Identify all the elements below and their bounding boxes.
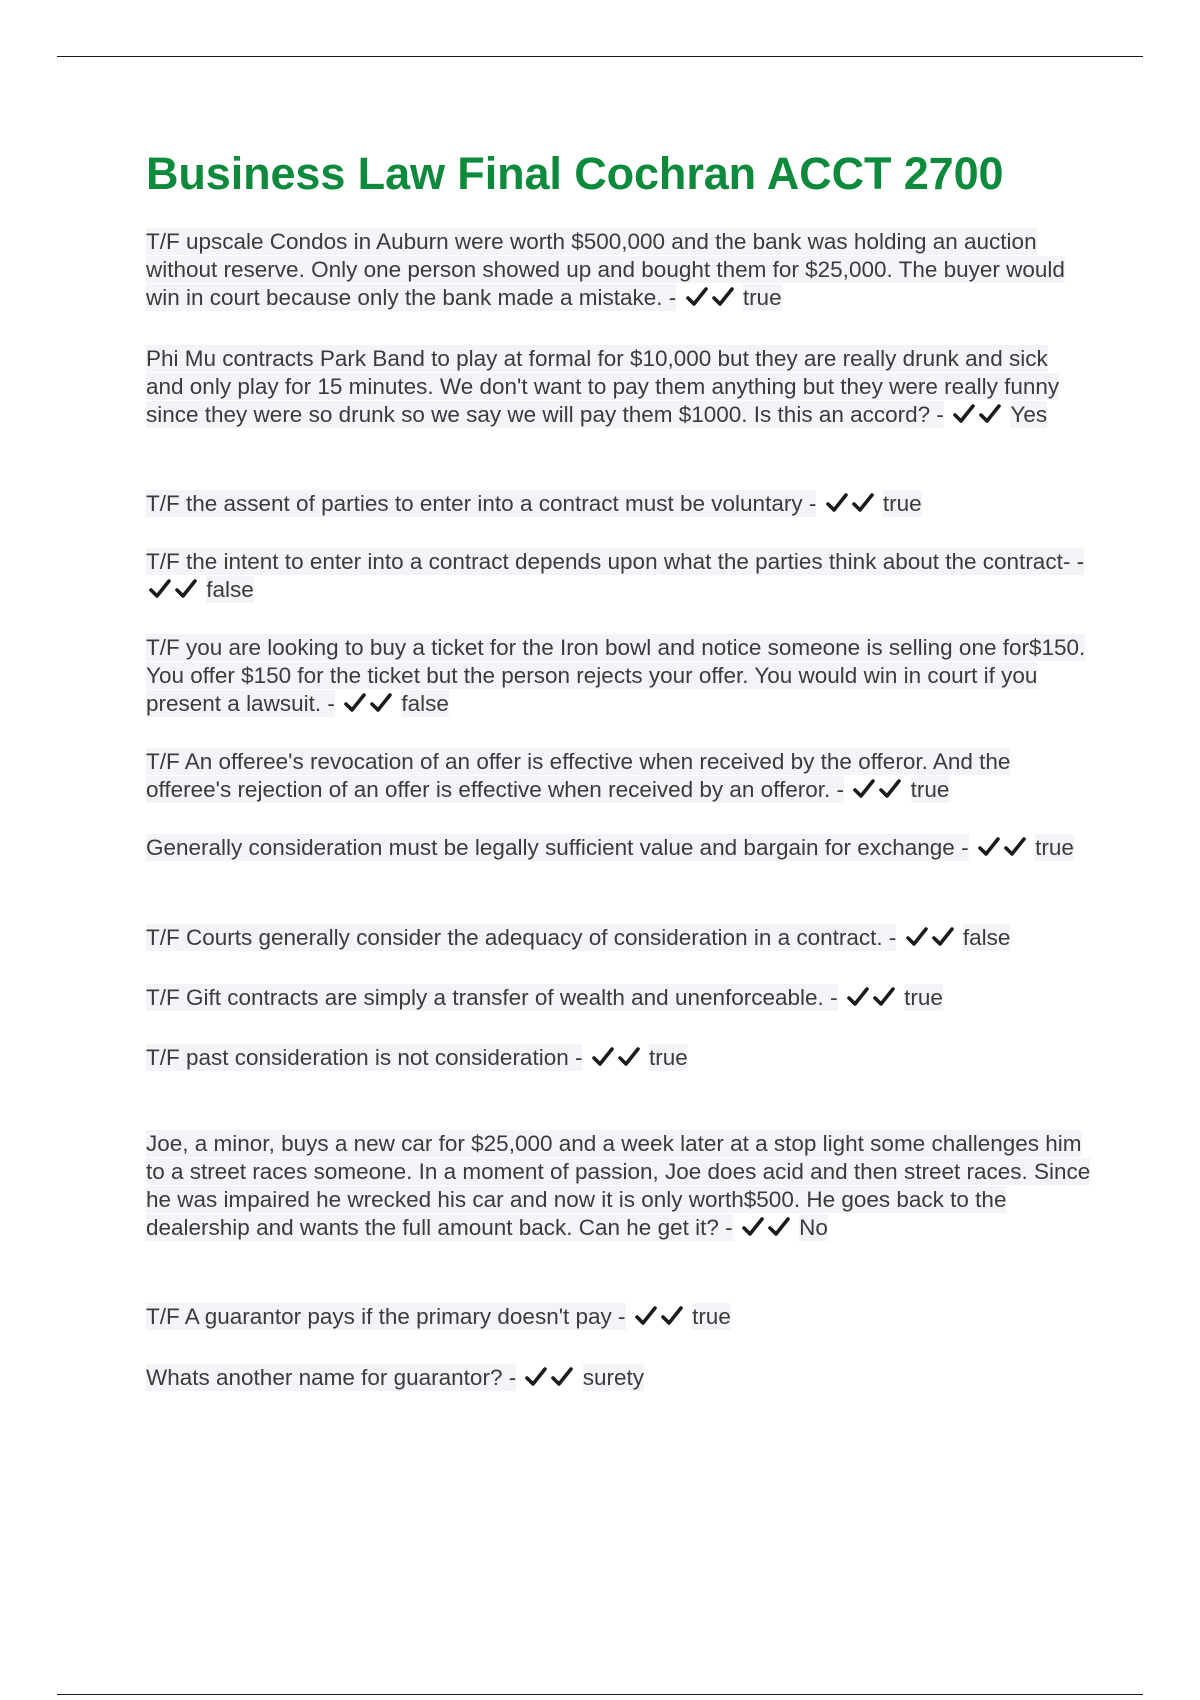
qa-answer: true	[882, 491, 922, 516]
qa-question: T/F Gift contracts are simply a transfer of wealth and unenforceable. -	[146, 985, 838, 1010]
double-check-icon	[872, 986, 896, 1008]
qa-question: T/F the intent to enter into a contract depends upon what the parties think about the contract- -	[146, 549, 1085, 574]
qa-answer: true	[649, 1045, 688, 1070]
top-rule	[57, 56, 1143, 57]
double-check-icon	[617, 1046, 641, 1068]
double-check-icon	[846, 986, 870, 1008]
qa-item	[146, 1130, 1091, 1242]
qa-answer: true	[904, 985, 943, 1010]
qa-item	[146, 1044, 1091, 1072]
qa-item	[146, 1303, 1091, 1331]
qa-item	[146, 228, 1091, 312]
double-check-icon	[825, 492, 849, 514]
qa-answer: false	[206, 577, 254, 602]
double-check-icon	[634, 1305, 658, 1327]
qa-answer: true	[742, 285, 782, 310]
qa-question: T/F the assent of parties to enter into a contract must be voluntary -	[146, 491, 817, 516]
double-check-icon	[741, 1216, 765, 1238]
qa-item	[146, 1364, 1091, 1392]
qa-answer: true	[692, 1304, 731, 1329]
double-check-icon	[369, 692, 393, 714]
qa-question: T/F you are looking to buy a ticket for the Iron bowl and notice someone is selling one for$150. You offer $150 for the ticket but the person rejects your offer. You would win in court if you present a lawsuit. -	[146, 635, 1086, 716]
double-check-icon	[851, 492, 875, 514]
qa-question: T/F An offeree's revocation of an offer is effective when received by the offeror. And the offeree's rejection of an offer is effective when received by an offeror. -	[146, 749, 1011, 802]
double-check-icon	[767, 1216, 791, 1238]
qa-answer: true	[910, 777, 950, 802]
qa-question: T/F past consideration is not consideration -	[146, 1045, 583, 1070]
qa-item	[146, 345, 1091, 429]
qa-answer: surety	[582, 1365, 645, 1390]
double-check-icon	[1003, 836, 1027, 858]
qa-question: Joe, a minor, buys a new car for $25,000 and a week later at a stop light some challenges him to a street races someone. In a moment of passion, Joe does acid and then street races. Since he was impaired he wrecked his car and now it is only worth$500. He goes back to the dealership and wants the full amount back. Can he get it? -	[146, 1131, 1091, 1240]
bottom-rule	[57, 1694, 1143, 1695]
qa-answer: true	[1035, 835, 1074, 860]
qa-item	[146, 924, 1091, 952]
qa-question: Whats another name for guarantor? -	[146, 1365, 517, 1390]
double-check-icon	[852, 778, 876, 800]
double-check-icon	[524, 1366, 548, 1388]
qa-item	[146, 634, 1091, 718]
qa-item	[146, 490, 1091, 518]
double-check-icon	[977, 836, 1001, 858]
qa-item	[146, 748, 1091, 804]
qa-question: Generally consideration must be legally sufficient value and bargain for exchange -	[146, 835, 969, 860]
qa-item	[146, 834, 1091, 862]
qa-question: T/F upscale Condos in Auburn were worth $500,000 and the bank was holding an auction without reserve. Only one person showed up and bought them for $25,000. The buyer would win in court because only the bank made a mistake. -	[146, 229, 1065, 310]
double-check-icon	[343, 692, 367, 714]
qa-question: T/F A guarantor pays if the primary doesn't pay -	[146, 1304, 626, 1329]
double-check-icon	[174, 578, 198, 600]
double-check-icon	[148, 578, 172, 600]
document-title: Business Law Final Cochran ACCT 2700	[146, 148, 1004, 199]
double-check-icon	[905, 926, 929, 948]
double-check-icon	[550, 1366, 574, 1388]
qa-answer: false	[962, 925, 1011, 950]
qa-answer: false	[401, 691, 449, 716]
double-check-icon	[591, 1046, 615, 1068]
double-check-icon	[878, 778, 902, 800]
double-check-icon	[660, 1305, 684, 1327]
qa-answer: Yes	[1010, 402, 1048, 427]
double-check-icon	[931, 926, 955, 948]
double-check-icon	[711, 286, 735, 308]
qa-item	[146, 548, 1091, 604]
double-check-icon	[685, 286, 709, 308]
qa-answer: No	[799, 1215, 828, 1240]
double-check-icon	[952, 403, 976, 425]
double-check-icon	[978, 403, 1002, 425]
qa-question: T/F Courts generally consider the adequacy of consideration in a contract. -	[146, 925, 897, 950]
qa-item	[146, 984, 1091, 1012]
qa-question: Phi Mu contracts Park Band to play at formal for $10,000 but they are really drunk and sick and only play for 15 minutes. We don't want to pay them anything but they were really funny since they were so drunk so we say we will pay them $1000. Is this an accord? -	[146, 346, 1060, 427]
